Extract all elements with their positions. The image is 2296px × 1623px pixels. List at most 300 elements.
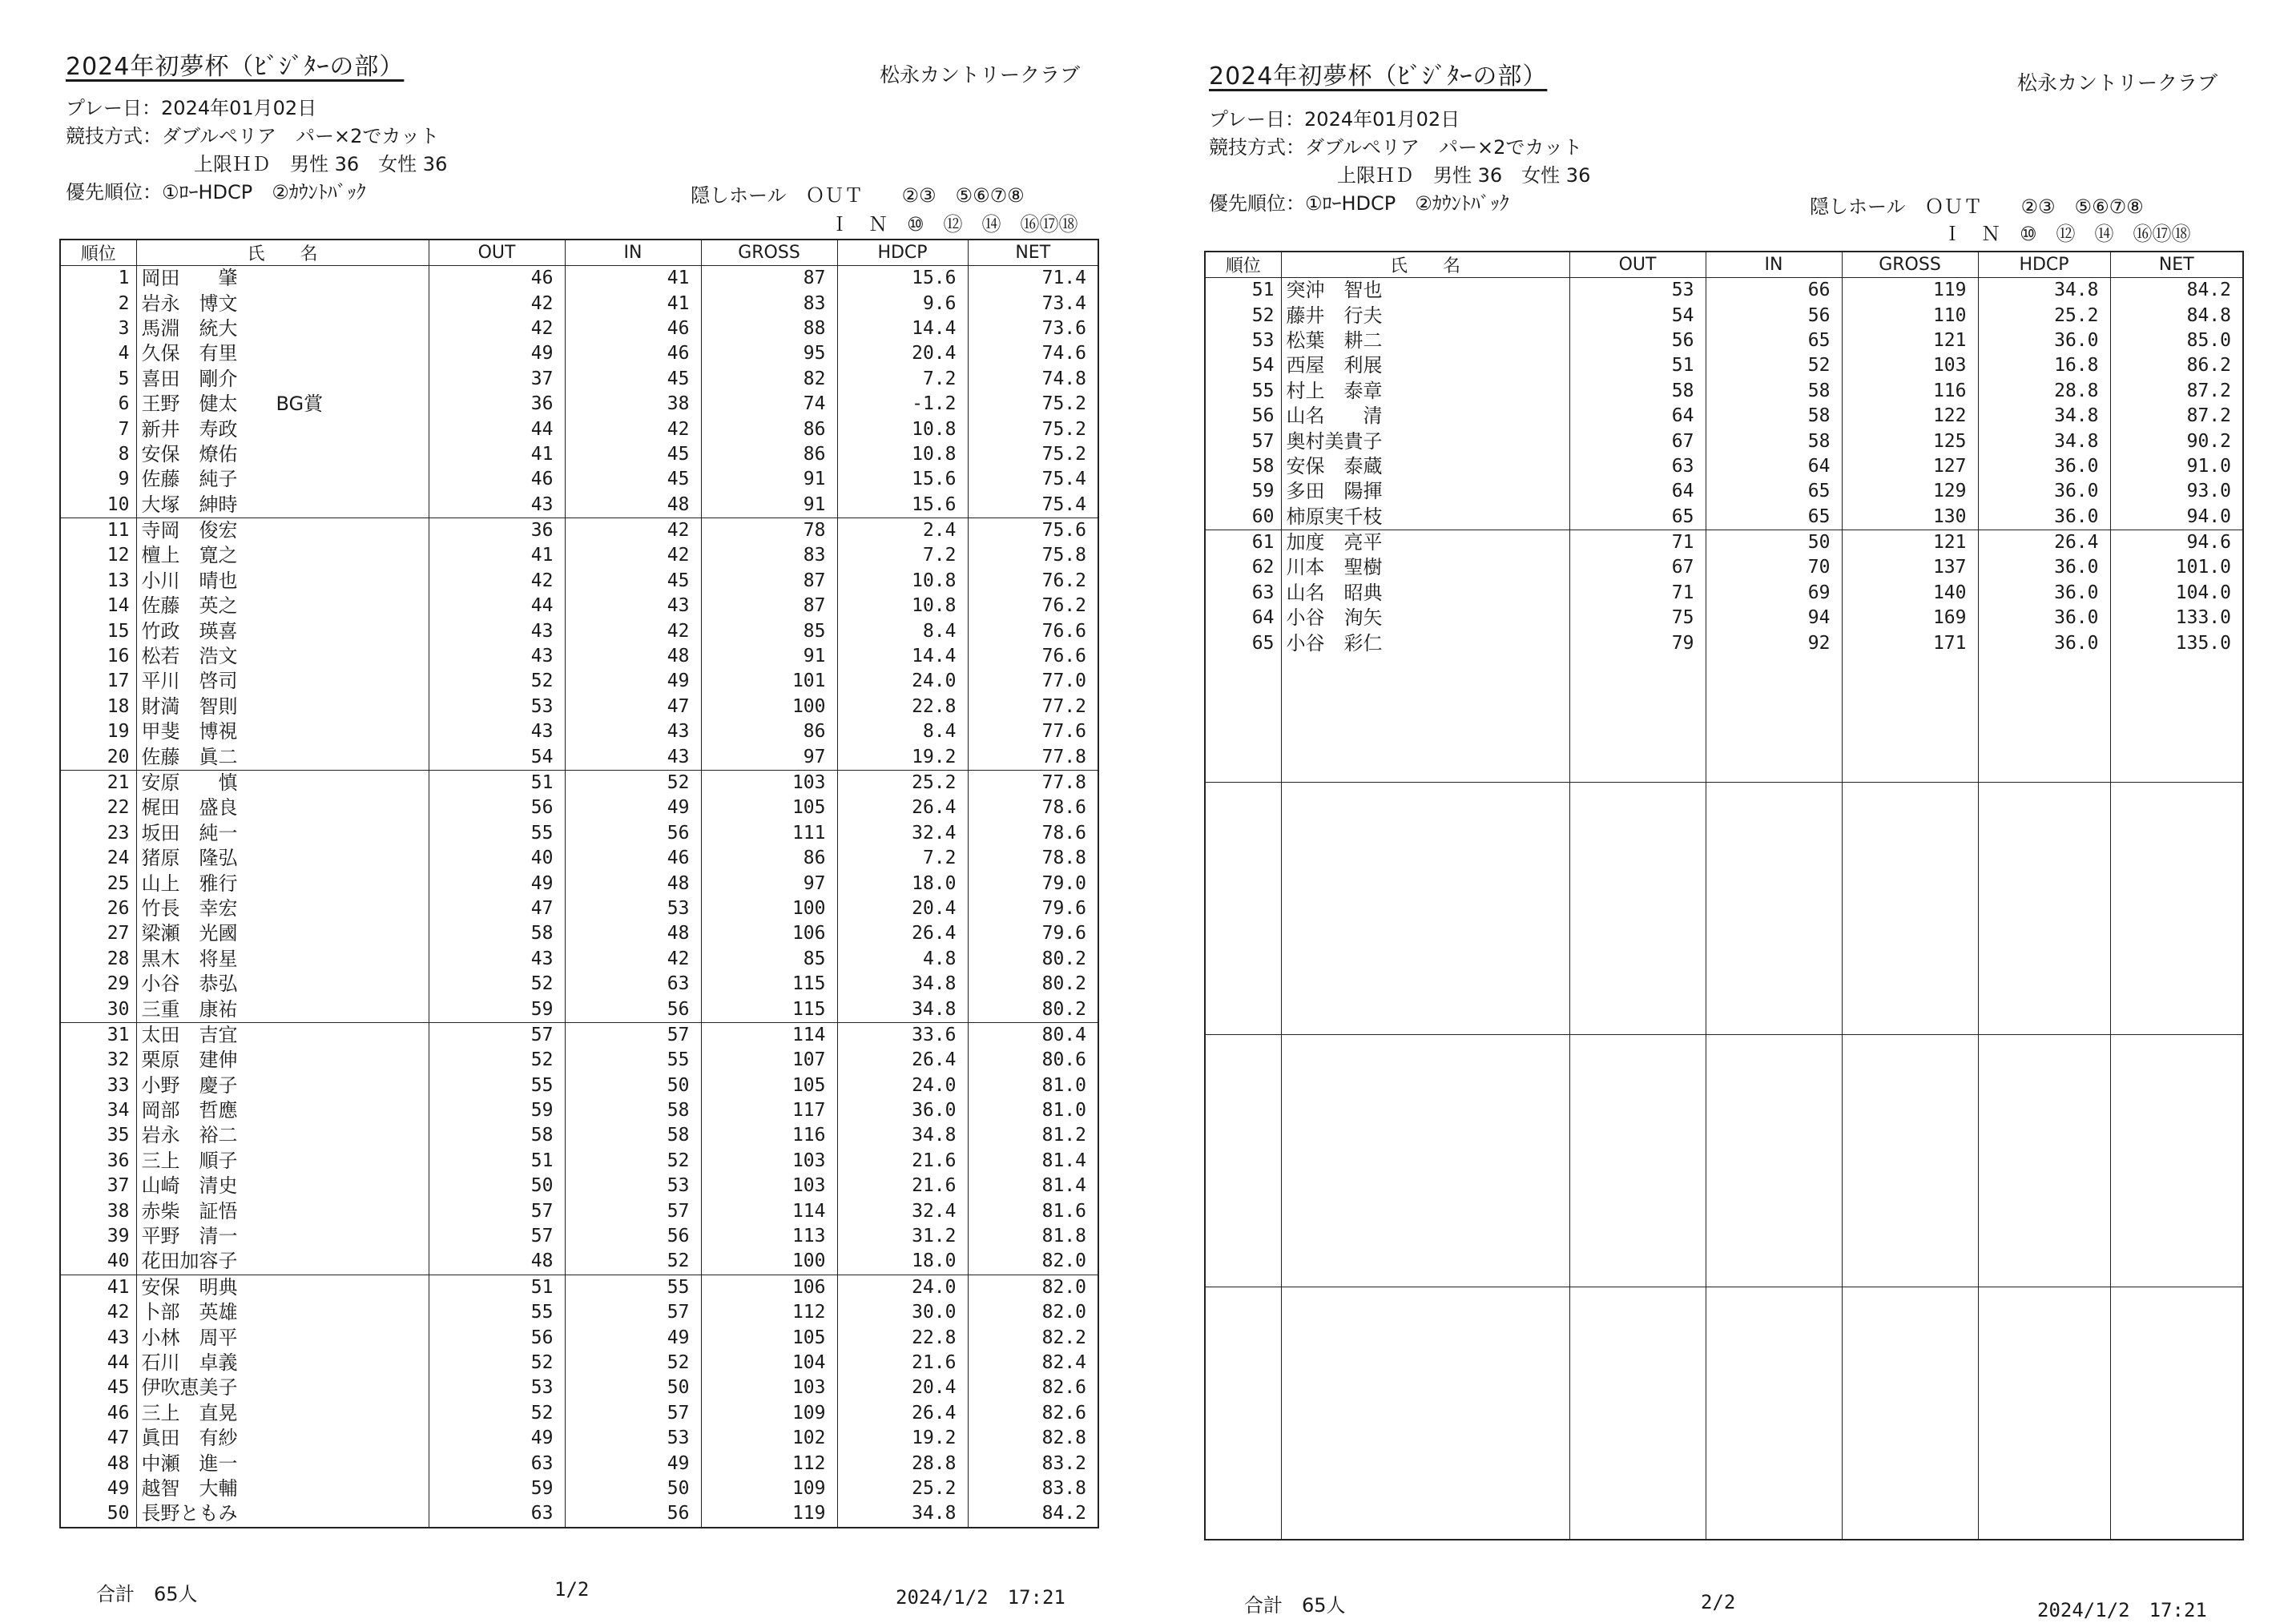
table-row <box>60 1048 1098 1073</box>
in-cell <box>1706 1110 1842 1135</box>
out-cell: 46 <box>429 266 565 292</box>
hdcp-cell: 8.4 <box>837 719 968 744</box>
rank-cell <box>1205 1363 1281 1387</box>
table-row <box>1205 328 2243 353</box>
net-cell: 78.8 <box>968 846 1098 871</box>
name-cell: 松若 浩文 <box>136 644 429 669</box>
gross-cell: 116 <box>701 1123 837 1148</box>
rank-cell: 3 <box>60 316 136 341</box>
net-cell <box>2110 1261 2243 1287</box>
net-cell: 74.6 <box>968 341 1098 366</box>
gross-cell: 115 <box>701 972 837 997</box>
net-cell: 75.6 <box>968 518 1098 543</box>
name-cell: 突沖 智也 <box>1281 278 1569 304</box>
net-cell: 73.4 <box>968 291 1098 316</box>
name-cell <box>1281 959 1569 984</box>
rank-cell: 33 <box>60 1073 136 1098</box>
name-cell <box>1281 656 1569 681</box>
gross-cell: 140 <box>1842 581 1978 606</box>
net-cell: 104.0 <box>2110 581 2243 606</box>
hdcp-cell: 26.4 <box>1978 530 2110 555</box>
name-cell: 藤井 行夫 <box>1281 303 1569 328</box>
rank-cell: 59 <box>1205 479 1281 504</box>
rank-cell <box>1205 1210 1281 1235</box>
name-cell: 財満 智則 <box>136 695 429 719</box>
gross-cell <box>1842 959 1978 984</box>
hdcp-cell <box>1978 959 2110 984</box>
hdcp-cell <box>1978 1363 2110 1387</box>
rank-cell: 44 <box>60 1351 136 1375</box>
rank-cell: 6 <box>60 392 136 417</box>
table-row <box>60 392 1098 417</box>
name-cell: 佐藤 英之 <box>136 594 429 618</box>
in-cell: 50 <box>565 1073 701 1098</box>
out-cell: 53 <box>1569 278 1706 304</box>
table-row <box>60 972 1098 997</box>
hdcp-cell: 30.0 <box>837 1300 968 1325</box>
rank-cell: 47 <box>60 1426 136 1451</box>
out-cell <box>1569 1135 1706 1160</box>
net-cell <box>2110 1387 2243 1412</box>
net-cell: 75.4 <box>968 493 1098 518</box>
results-table <box>59 239 1099 1528</box>
club-name: 松永カントリークラブ <box>880 63 1081 87</box>
hdcp-cell: 7.2 <box>837 846 968 871</box>
in-cell: 65 <box>1706 479 1842 504</box>
name-cell <box>1281 1110 1569 1135</box>
page-title: 2024年初夢杯（ﾋﾞｼﾞﾀｰの部） <box>1209 62 1548 91</box>
table-row <box>60 1198 1098 1223</box>
out-cell <box>1569 1060 1706 1085</box>
rank-cell: 62 <box>1205 555 1281 580</box>
in-cell <box>1706 731 1842 756</box>
empty-row <box>1205 1210 2243 1235</box>
empty-row <box>1205 656 2243 681</box>
hdcp-cell <box>1978 1413 2110 1438</box>
name-cell <box>1281 1034 1569 1060</box>
net-cell: 80.4 <box>968 1022 1098 1048</box>
table-row <box>60 997 1098 1022</box>
gross-cell: 106 <box>701 921 837 946</box>
name-cell <box>1281 1210 1569 1235</box>
table-row <box>60 493 1098 518</box>
out-cell: 55 <box>429 1300 565 1325</box>
net-cell: 81.2 <box>968 1123 1098 1148</box>
rank-cell: 42 <box>60 1300 136 1325</box>
name-cell: 小谷 恭弘 <box>136 972 429 997</box>
gross-cell: 114 <box>701 1198 837 1223</box>
empty-row <box>1205 833 2243 858</box>
rank-cell: 48 <box>60 1451 136 1476</box>
rank-cell: 23 <box>60 821 136 846</box>
hdcp-cell <box>1978 807 2110 832</box>
name-cell: 柿原実千枝 <box>1281 505 1569 530</box>
in-cell: 58 <box>1706 429 1842 453</box>
hdcp-cell: 36.0 <box>1978 328 2110 353</box>
hdcp-cell: -1.2 <box>837 392 968 417</box>
name-cell: 松葉 耕二 <box>1281 328 1569 353</box>
net-cell <box>2110 1161 2243 1186</box>
hdcp-cell <box>1978 1034 2110 1060</box>
out-cell: 57 <box>429 1022 565 1048</box>
gross-cell: 111 <box>701 821 837 846</box>
in-cell: 55 <box>565 1048 701 1073</box>
gross-cell <box>1842 833 1978 858</box>
priority-line: 優先順位：①ﾛｰHDCP ②ｶｳﾝﾄﾊﾞｯｸ <box>66 181 366 203</box>
gross-cell: 109 <box>701 1476 837 1501</box>
name-cell: 小野 慶子 <box>136 1073 429 1098</box>
name-cell: 坂田 純一 <box>136 821 429 846</box>
in-cell: 56 <box>565 997 701 1022</box>
empty-row <box>1205 1034 2243 1060</box>
hdcp-cell <box>1978 1261 2110 1287</box>
name-cell: 多田 陽揮 <box>1281 479 1569 504</box>
rank-cell <box>1205 1060 1281 1085</box>
gross-cell: 83 <box>701 291 837 316</box>
net-cell <box>2110 1312 2243 1337</box>
out-cell: 56 <box>1569 328 1706 353</box>
name-cell: 佐藤 眞二 <box>136 744 429 770</box>
in-cell: 50 <box>565 1476 701 1501</box>
table-row <box>60 1501 1098 1527</box>
in-cell: 45 <box>565 442 701 467</box>
out-cell: 71 <box>1569 581 1706 606</box>
in-cell: 45 <box>565 569 701 594</box>
hdcp-cell: 34.8 <box>837 1123 968 1148</box>
in-cell: 70 <box>1706 555 1842 580</box>
hdcp-cell: 20.4 <box>837 341 968 366</box>
rank-cell <box>1205 807 1281 832</box>
net-cell <box>2110 908 2243 933</box>
in-cell: 53 <box>565 896 701 921</box>
out-cell: 49 <box>429 871 565 896</box>
gross-cell <box>1842 731 1978 756</box>
name-cell: 川本 聖樹 <box>1281 555 1569 580</box>
out-cell: 57 <box>429 1198 565 1223</box>
name-cell <box>1281 1009 1569 1034</box>
hdcp-cell <box>1978 1287 2110 1312</box>
table-row <box>60 1426 1098 1451</box>
out-cell: 52 <box>429 972 565 997</box>
gross-cell: 97 <box>701 744 837 770</box>
hdcp-cell: 24.0 <box>837 669 968 694</box>
rank-cell <box>1205 1261 1281 1287</box>
hdcp-cell: 24.0 <box>837 1073 968 1098</box>
name-cell: 岡部 哲應 <box>136 1098 429 1123</box>
net-cell <box>2110 858 2243 883</box>
gross-cell: 106 <box>701 1275 837 1300</box>
out-cell: 41 <box>429 543 565 568</box>
rank-cell: 65 <box>1205 630 1281 655</box>
rank-cell <box>1205 908 1281 933</box>
out-cell <box>1569 782 1706 807</box>
net-cell <box>2110 782 2243 807</box>
gross-cell: 119 <box>1842 278 1978 304</box>
name-cell <box>1281 1463 1569 1488</box>
rank-cell <box>1205 1463 1281 1488</box>
out-cell <box>1569 681 1706 706</box>
table-row <box>60 316 1098 341</box>
rank-cell <box>1205 1387 1281 1412</box>
rank-cell: 27 <box>60 921 136 946</box>
out-cell: 52 <box>429 1351 565 1375</box>
name-cell: 竹長 幸宏 <box>136 896 429 921</box>
out-cell <box>1569 933 1706 958</box>
in-cell <box>1706 1413 1842 1438</box>
empty-row <box>1205 1085 2243 1110</box>
rank-cell <box>1205 883 1281 908</box>
name-cell: 甲斐 博視 <box>136 719 429 744</box>
hdcp-cell: 25.2 <box>837 1476 968 1501</box>
hdcp-cell: 24.0 <box>837 1275 968 1300</box>
rank-cell: 11 <box>60 518 136 543</box>
table-row <box>1205 555 2243 580</box>
net-cell: 82.4 <box>968 1351 1098 1375</box>
rank-cell: 14 <box>60 594 136 618</box>
table-row <box>60 770 1098 795</box>
net-cell: 84.8 <box>2110 303 2243 328</box>
in-cell: 66 <box>1706 278 1842 304</box>
hdcp-cell: 34.8 <box>837 997 968 1022</box>
name-cell: 伊吹恵美子 <box>136 1375 429 1400</box>
net-cell: 94.0 <box>2110 505 2243 530</box>
rank-cell <box>1205 1312 1281 1337</box>
hdcp-cell: 2.4 <box>837 518 968 543</box>
in-cell <box>1706 1287 1842 1312</box>
rank-cell: 50 <box>60 1501 136 1527</box>
name-cell: 小谷 洵矢 <box>1281 606 1569 630</box>
out-cell: 51 <box>429 770 565 795</box>
gross-cell: 137 <box>1842 555 1978 580</box>
table-row <box>60 644 1098 669</box>
hdcp-cell: 28.8 <box>837 1451 968 1476</box>
in-cell: 69 <box>1706 581 1842 606</box>
rank-cell <box>1205 984 1281 1009</box>
name-cell <box>1281 1287 1569 1312</box>
name-cell: 安原 慎 <box>136 770 429 795</box>
table-row <box>60 1351 1098 1375</box>
net-cell: 75.2 <box>968 442 1098 467</box>
in-cell: 49 <box>565 795 701 820</box>
name-cell <box>1281 858 1569 883</box>
out-cell <box>1569 1161 1706 1186</box>
hdcp-cell: 28.8 <box>1978 379 2110 404</box>
in-cell <box>1706 1261 1842 1287</box>
rank-cell: 58 <box>1205 454 1281 479</box>
name-cell <box>1281 1186 1569 1210</box>
out-cell <box>1569 959 1706 984</box>
table-row <box>1205 379 2243 404</box>
net-cell <box>2110 1034 2243 1060</box>
name-cell <box>1281 1413 1569 1438</box>
gross-cell: 121 <box>1842 530 1978 555</box>
net-cell: 78.6 <box>968 821 1098 846</box>
in-cell: 52 <box>565 1249 701 1275</box>
col-rank: 順位 <box>1205 252 1281 278</box>
name-cell: 梁瀬 光國 <box>136 921 429 946</box>
gross-cell <box>1842 1513 1978 1539</box>
in-cell: 48 <box>565 871 701 896</box>
name-cell <box>1281 933 1569 958</box>
out-cell <box>1569 1287 1706 1312</box>
out-cell: 59 <box>429 1098 565 1123</box>
net-cell <box>2110 1337 2243 1362</box>
empty-row <box>1205 959 2243 984</box>
hdcp-cell: 36.0 <box>1978 454 2110 479</box>
hdcp-cell: 10.8 <box>837 442 968 467</box>
rank-cell: 56 <box>1205 404 1281 429</box>
hdcp-cell: 18.0 <box>837 1249 968 1275</box>
out-cell <box>1569 1236 1706 1261</box>
hdcp-cell: 21.6 <box>837 1351 968 1375</box>
gross-cell: 86 <box>701 442 837 467</box>
net-cell: 81.4 <box>968 1174 1098 1198</box>
in-cell <box>1706 858 1842 883</box>
net-cell <box>2110 1463 2243 1488</box>
in-cell <box>1706 756 1842 782</box>
net-cell: 133.0 <box>2110 606 2243 630</box>
name-cell: 安保 明典 <box>136 1275 429 1300</box>
table-row <box>1205 630 2243 655</box>
out-cell <box>1569 1387 1706 1412</box>
table-row <box>60 1249 1098 1275</box>
gross-cell: 86 <box>701 846 837 871</box>
hdcp-cell: 36.0 <box>1978 581 2110 606</box>
out-cell: 54 <box>1569 303 1706 328</box>
name-cell <box>1281 1438 1569 1463</box>
format-line-1: 競技方式：ダブルペリア パー×2でカット <box>66 125 440 147</box>
name-cell <box>1281 833 1569 858</box>
out-cell <box>1569 731 1706 756</box>
name-cell <box>1281 756 1569 782</box>
out-cell: 59 <box>429 997 565 1022</box>
out-cell: 65 <box>1569 505 1706 530</box>
out-cell <box>1569 656 1706 681</box>
table-header-row <box>60 240 1098 266</box>
gross-cell: 114 <box>701 1022 837 1048</box>
rank-cell <box>1205 731 1281 756</box>
in-cell: 42 <box>565 518 701 543</box>
hdcp-cell: 10.8 <box>837 594 968 618</box>
table-row <box>60 1174 1098 1198</box>
in-cell <box>1706 933 1842 958</box>
name-cell: 太田 吉宜 <box>136 1022 429 1048</box>
gross-cell: 105 <box>701 795 837 820</box>
out-cell: 43 <box>429 618 565 643</box>
net-cell: 93.0 <box>2110 479 2243 504</box>
table-row <box>60 1123 1098 1148</box>
out-cell <box>1569 1463 1706 1488</box>
col-out: OUT <box>429 240 565 266</box>
in-cell: 57 <box>565 1198 701 1223</box>
name-cell <box>1281 1236 1569 1261</box>
rank-cell: 10 <box>60 493 136 518</box>
hdcp-cell: 15.6 <box>837 266 968 292</box>
rank-cell: 19 <box>60 719 136 744</box>
gross-cell <box>1842 1034 1978 1060</box>
rank-cell <box>1205 833 1281 858</box>
rank-cell <box>1205 933 1281 958</box>
footer-timestamp: 2024/1/2 17:21 <box>896 1586 1065 1609</box>
net-cell: 82.2 <box>968 1325 1098 1350</box>
hdcp-cell <box>1978 984 2110 1009</box>
out-cell: 50 <box>429 1174 565 1198</box>
net-cell <box>2110 1363 2243 1387</box>
table-row <box>60 1275 1098 1300</box>
hidden-holes-in: Ｉ Ｎ ⑩ ⑫ ⑭ ⑯⑰⑱ <box>830 213 1078 236</box>
col-name: 氏 名 <box>136 240 429 266</box>
in-cell: 48 <box>565 644 701 669</box>
play-date: プレー日：2024年01月02日 <box>66 97 317 119</box>
rank-cell: 16 <box>60 644 136 669</box>
gross-cell: 87 <box>701 594 837 618</box>
gross-cell <box>1842 1135 1978 1160</box>
out-cell: 75 <box>1569 606 1706 630</box>
hdcp-cell: 36.0 <box>1978 505 2110 530</box>
hdcp-cell: 26.4 <box>837 795 968 820</box>
gross-cell <box>1842 1110 1978 1135</box>
in-cell <box>1706 1060 1842 1085</box>
rank-cell <box>1205 1438 1281 1463</box>
net-cell: 77.2 <box>968 695 1098 719</box>
hdcp-cell <box>1978 883 2110 908</box>
gross-cell: 113 <box>701 1224 837 1249</box>
in-cell: 45 <box>565 367 701 392</box>
in-cell <box>1706 681 1842 706</box>
hdcp-cell: 7.2 <box>837 367 968 392</box>
in-cell: 57 <box>565 1300 701 1325</box>
out-cell <box>1569 833 1706 858</box>
name-cell: 岩永 博文 <box>136 291 429 316</box>
hdcp-cell: 32.4 <box>837 1198 968 1223</box>
gross-cell: 91 <box>701 493 837 518</box>
in-cell <box>1706 959 1842 984</box>
empty-row <box>1205 908 2243 933</box>
name-cell: 檀上 寛之 <box>136 543 429 568</box>
in-cell <box>1706 1337 1842 1362</box>
name-cell <box>1281 1060 1569 1085</box>
gross-cell <box>1842 1236 1978 1261</box>
rank-cell <box>1205 1009 1281 1034</box>
net-cell: 91.0 <box>2110 454 2243 479</box>
hdcp-cell: 18.0 <box>837 871 968 896</box>
name-cell: 岡田 肇 <box>136 266 429 292</box>
hdcp-cell: 26.4 <box>837 1401 968 1426</box>
in-cell: 58 <box>565 1098 701 1123</box>
out-cell: 44 <box>429 417 565 441</box>
priority-line: 優先順位：①ﾛｰHDCP ②ｶｳﾝﾄﾊﾞｯｸ <box>1209 192 1509 215</box>
empty-row <box>1205 1312 2243 1337</box>
in-cell: 41 <box>565 291 701 316</box>
out-cell: 43 <box>429 493 565 518</box>
rank-cell: 51 <box>1205 278 1281 304</box>
empty-row <box>1205 1261 2243 1287</box>
rank-cell: 40 <box>60 1249 136 1275</box>
col-in: IN <box>1706 252 1842 278</box>
in-cell <box>1706 883 1842 908</box>
hdcp-cell: 34.8 <box>837 972 968 997</box>
rank-cell: 7 <box>60 417 136 441</box>
hdcp-cell <box>1978 1210 2110 1235</box>
table-row <box>60 947 1098 972</box>
out-cell: 64 <box>1569 479 1706 504</box>
net-cell <box>2110 1513 2243 1539</box>
name-cell: 長野ともみ <box>136 1501 429 1527</box>
name-cell <box>1281 1387 1569 1412</box>
name-cell: 花田加容子 <box>136 1249 429 1275</box>
out-cell: 55 <box>429 821 565 846</box>
gross-cell: 117 <box>701 1098 837 1123</box>
